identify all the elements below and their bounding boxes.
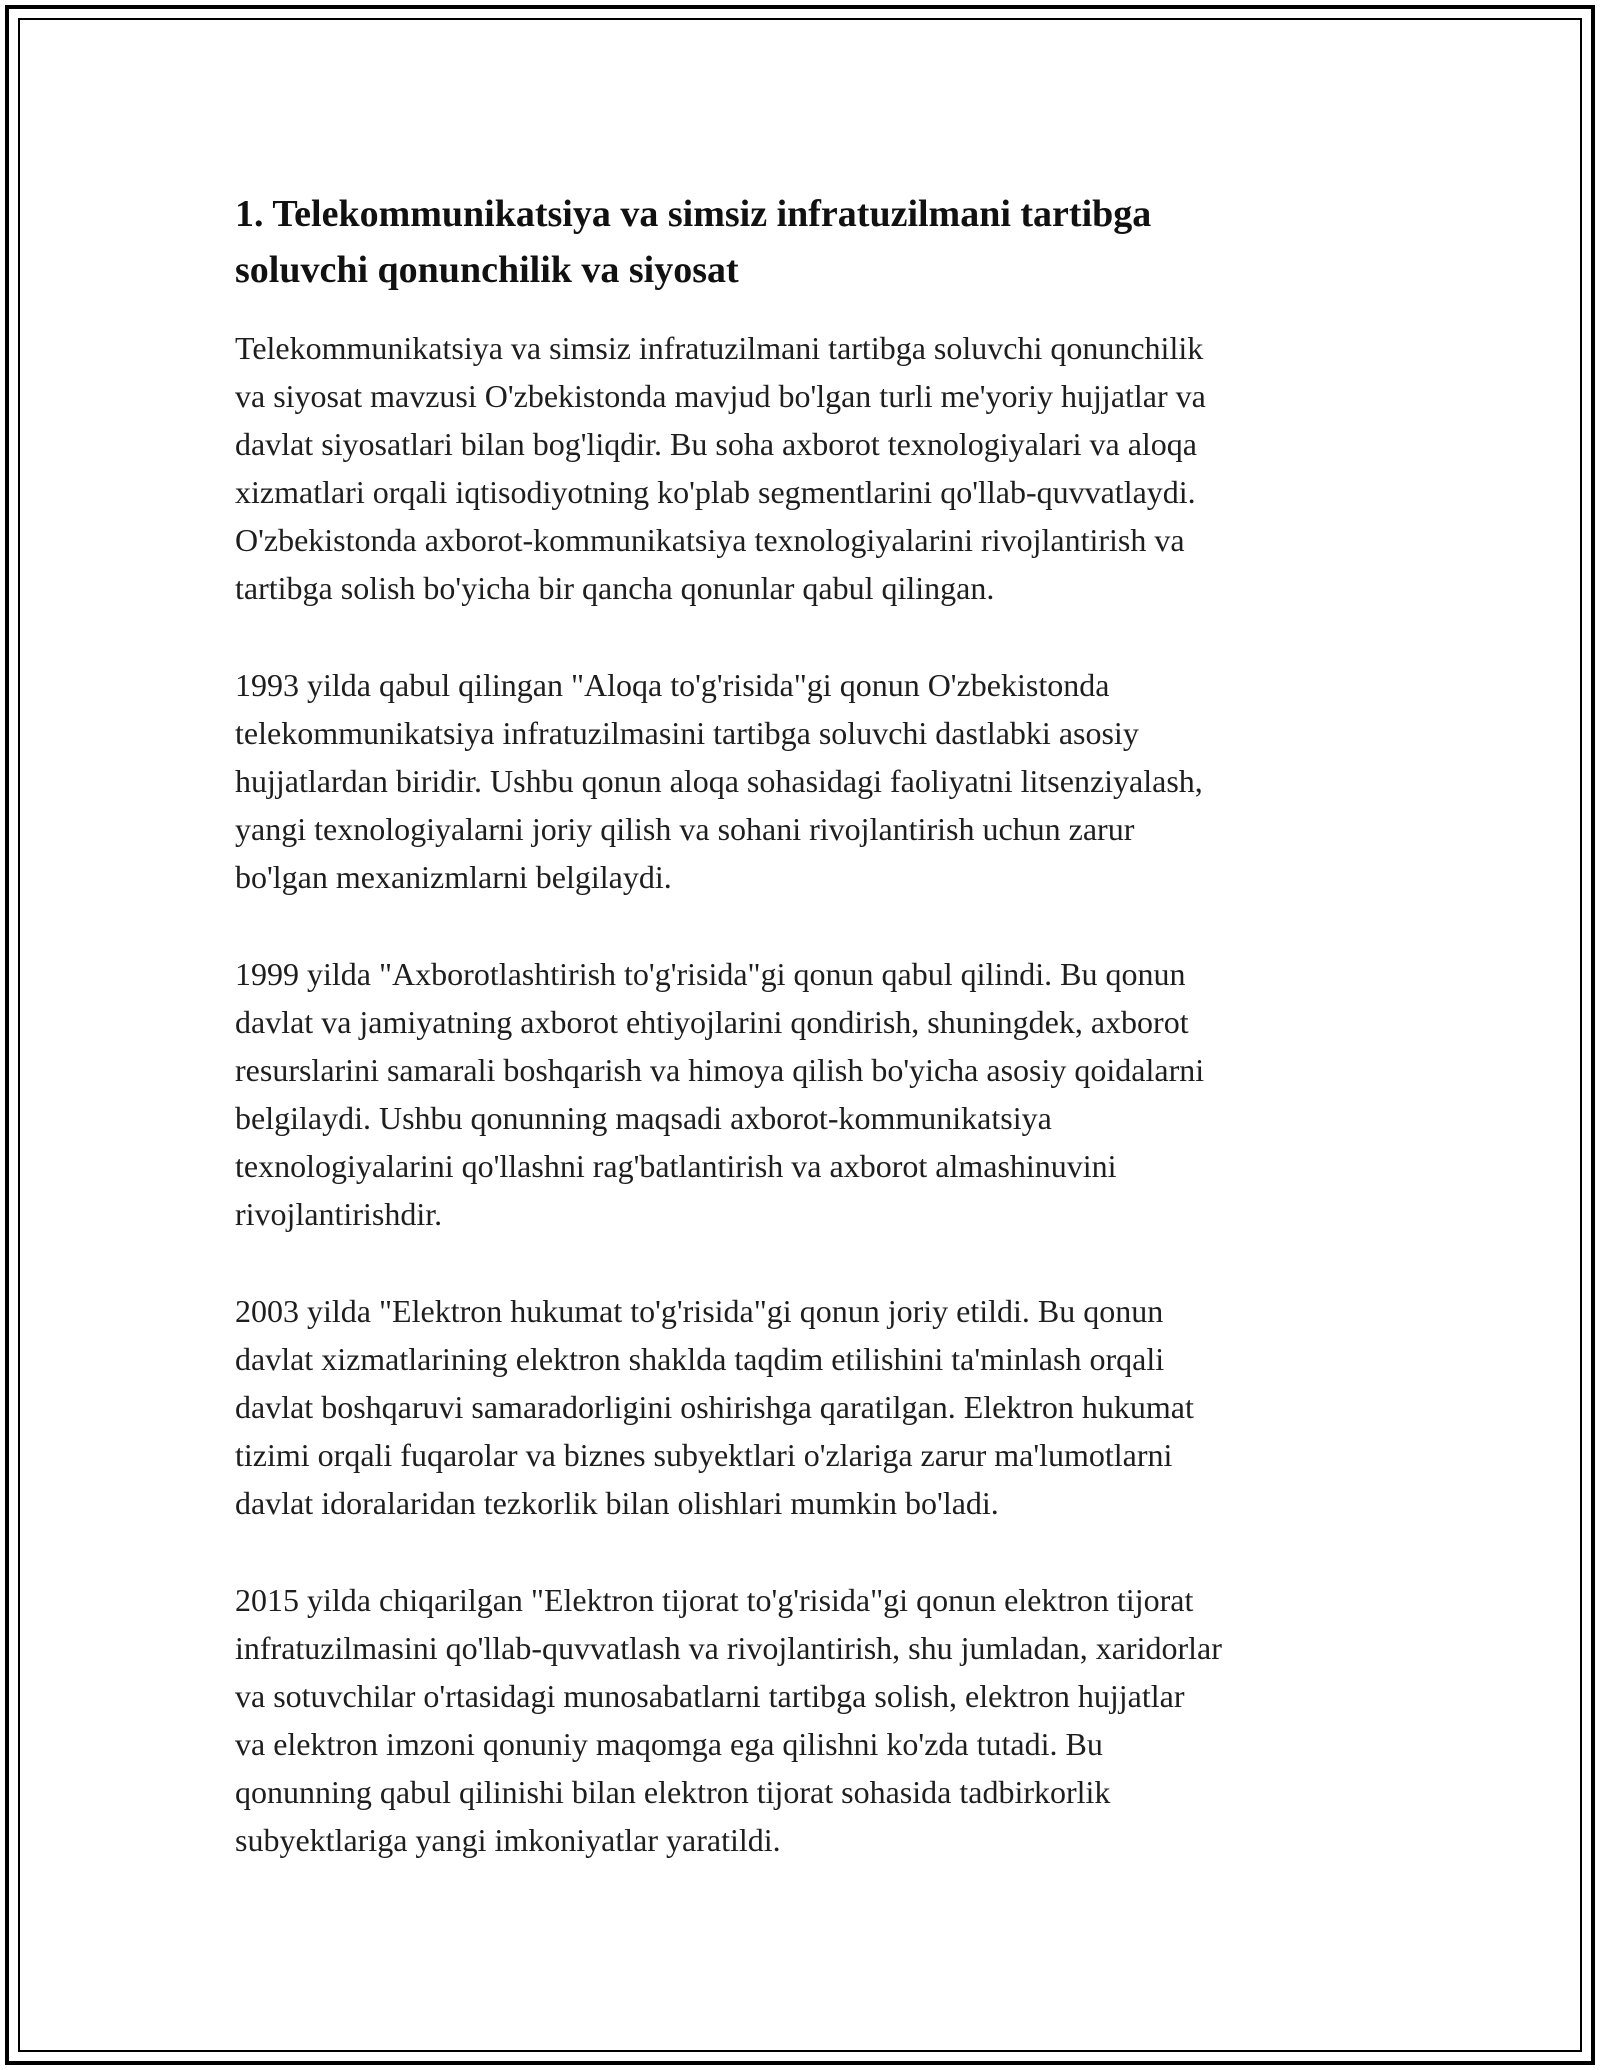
text-line: va elektron imzoni qonuniy maqomga ega qilishni ko'zda tutadi. Bu [235, 1726, 1103, 1762]
text-line: 1993 yilda qabul qilingan "Aloqa to'g'risida"gi qonun O'zbekistonda [235, 667, 1110, 703]
text-line: davlat idoralaridan tezkorlik bilan olishlari mumkin bo'ladi. [235, 1485, 999, 1521]
text-line: subyektlariga yangi imkoniyatlar yaratildi. [235, 1822, 781, 1858]
text-line: O'zbekistonda axborot-kommunikatsiya texnologiyalarini rivojlantirish va [235, 522, 1185, 558]
text-line: belgilaydi. Ushbu qonunning maqsadi axborot-kommunikatsiya [235, 1100, 1052, 1136]
text-line: Telekommunikatsiya va simsiz infratuzilmani tartibga soluvchi qonunchilik [235, 330, 1204, 366]
text-line: telekommunikatsiya infratuzilmasini tartibga soluvchi dastlabki asosiy [235, 715, 1139, 751]
paragraph-intro [235, 324, 1395, 612]
text-line: tartibga solish bo'yicha bir qancha qonunlar qabul qilingan. [235, 570, 995, 606]
paragraph-1993 [235, 661, 1395, 901]
text-line: davlat siyosatlari bilan bog'liqdir. Bu soha axborot texnologiyalari va aloqa [235, 426, 1197, 462]
text-line: tizimi orqali fuqarolar va biznes subyektlari o'zlariga zarur ma'lumotlarni [235, 1437, 1173, 1473]
text-line: infratuzilmasini qo'llab-quvvatlash va rivojlantirish, shu jumladan, xaridorlar [235, 1630, 1222, 1666]
text-line: 2003 yilda "Elektron hukumat to'g'risida"gi qonun joriy etildi. Bu qonun [235, 1293, 1164, 1329]
paragraph-1999 [235, 950, 1395, 1238]
paragraph-2015 [235, 1576, 1395, 1864]
text-line: bo'lgan mexanizmlarni belgilaydi. [235, 859, 672, 895]
paragraph-2003 [235, 1287, 1395, 1527]
text-line: texnologiyalarini qo'llashni rag'batlantirish va axborot almashinuvini [235, 1148, 1117, 1184]
text-line: xizmatlari orqali iqtisodiyotning ko'plab segmentlarini qo'llab-quvvatlaydi. [235, 474, 1196, 510]
text-line: rivojlantirishdir. [235, 1196, 443, 1232]
document-body [235, 186, 1395, 1913]
text-line: va sotuvchilar o'rtasidagi munosabatlarni tartibga solish, elektron hujjatlar [235, 1678, 1185, 1714]
text-line: 2015 yilda chiqarilgan "Elektron tijorat to'g'risida"gi qonun elektron tijorat [235, 1582, 1194, 1618]
text-line: va siyosat mavzusi O'zbekistonda mavjud bo'lgan turli me'yoriy hujjatlar va [235, 378, 1206, 414]
text-line: resurslarini samarali boshqarish va himoya qilish bo'yicha asosiy qoidalarni [235, 1052, 1205, 1088]
section-title-line: soluvchi qonunchilik va siyosat [235, 249, 739, 291]
text-line: davlat va jamiyatning axborot ehtiyojlarini qondirish, shuningdek, axborot [235, 1004, 1189, 1040]
text-line: davlat xizmatlarining elektron shaklda taqdim etilishini ta'minlash orqali [235, 1341, 1165, 1377]
text-line: yangi texnologiyalarni joriy qilish va sohani rivojlantirish uchun zarur [235, 811, 1135, 847]
section-title-line: 1. Telekommunikatsiya va simsiz infratuzilmani tartibga [235, 193, 1152, 235]
text-line: 1999 yilda "Axborotlashtirish to'g'risida"gi qonun qabul qilindi. Bu qonun [235, 956, 1186, 992]
text-line: hujjatlardan biridir. Ushbu qonun aloqa sohasidagi faoliyatni litsenziyalash, [235, 763, 1203, 799]
text-line: davlat boshqaruvi samaradorligini oshirishga qaratilgan. Elektron hukumat [235, 1389, 1194, 1425]
section-title [235, 186, 1395, 298]
text-line: qonunning qabul qilinishi bilan elektron tijorat sohasida tadbirkorlik [235, 1774, 1111, 1810]
